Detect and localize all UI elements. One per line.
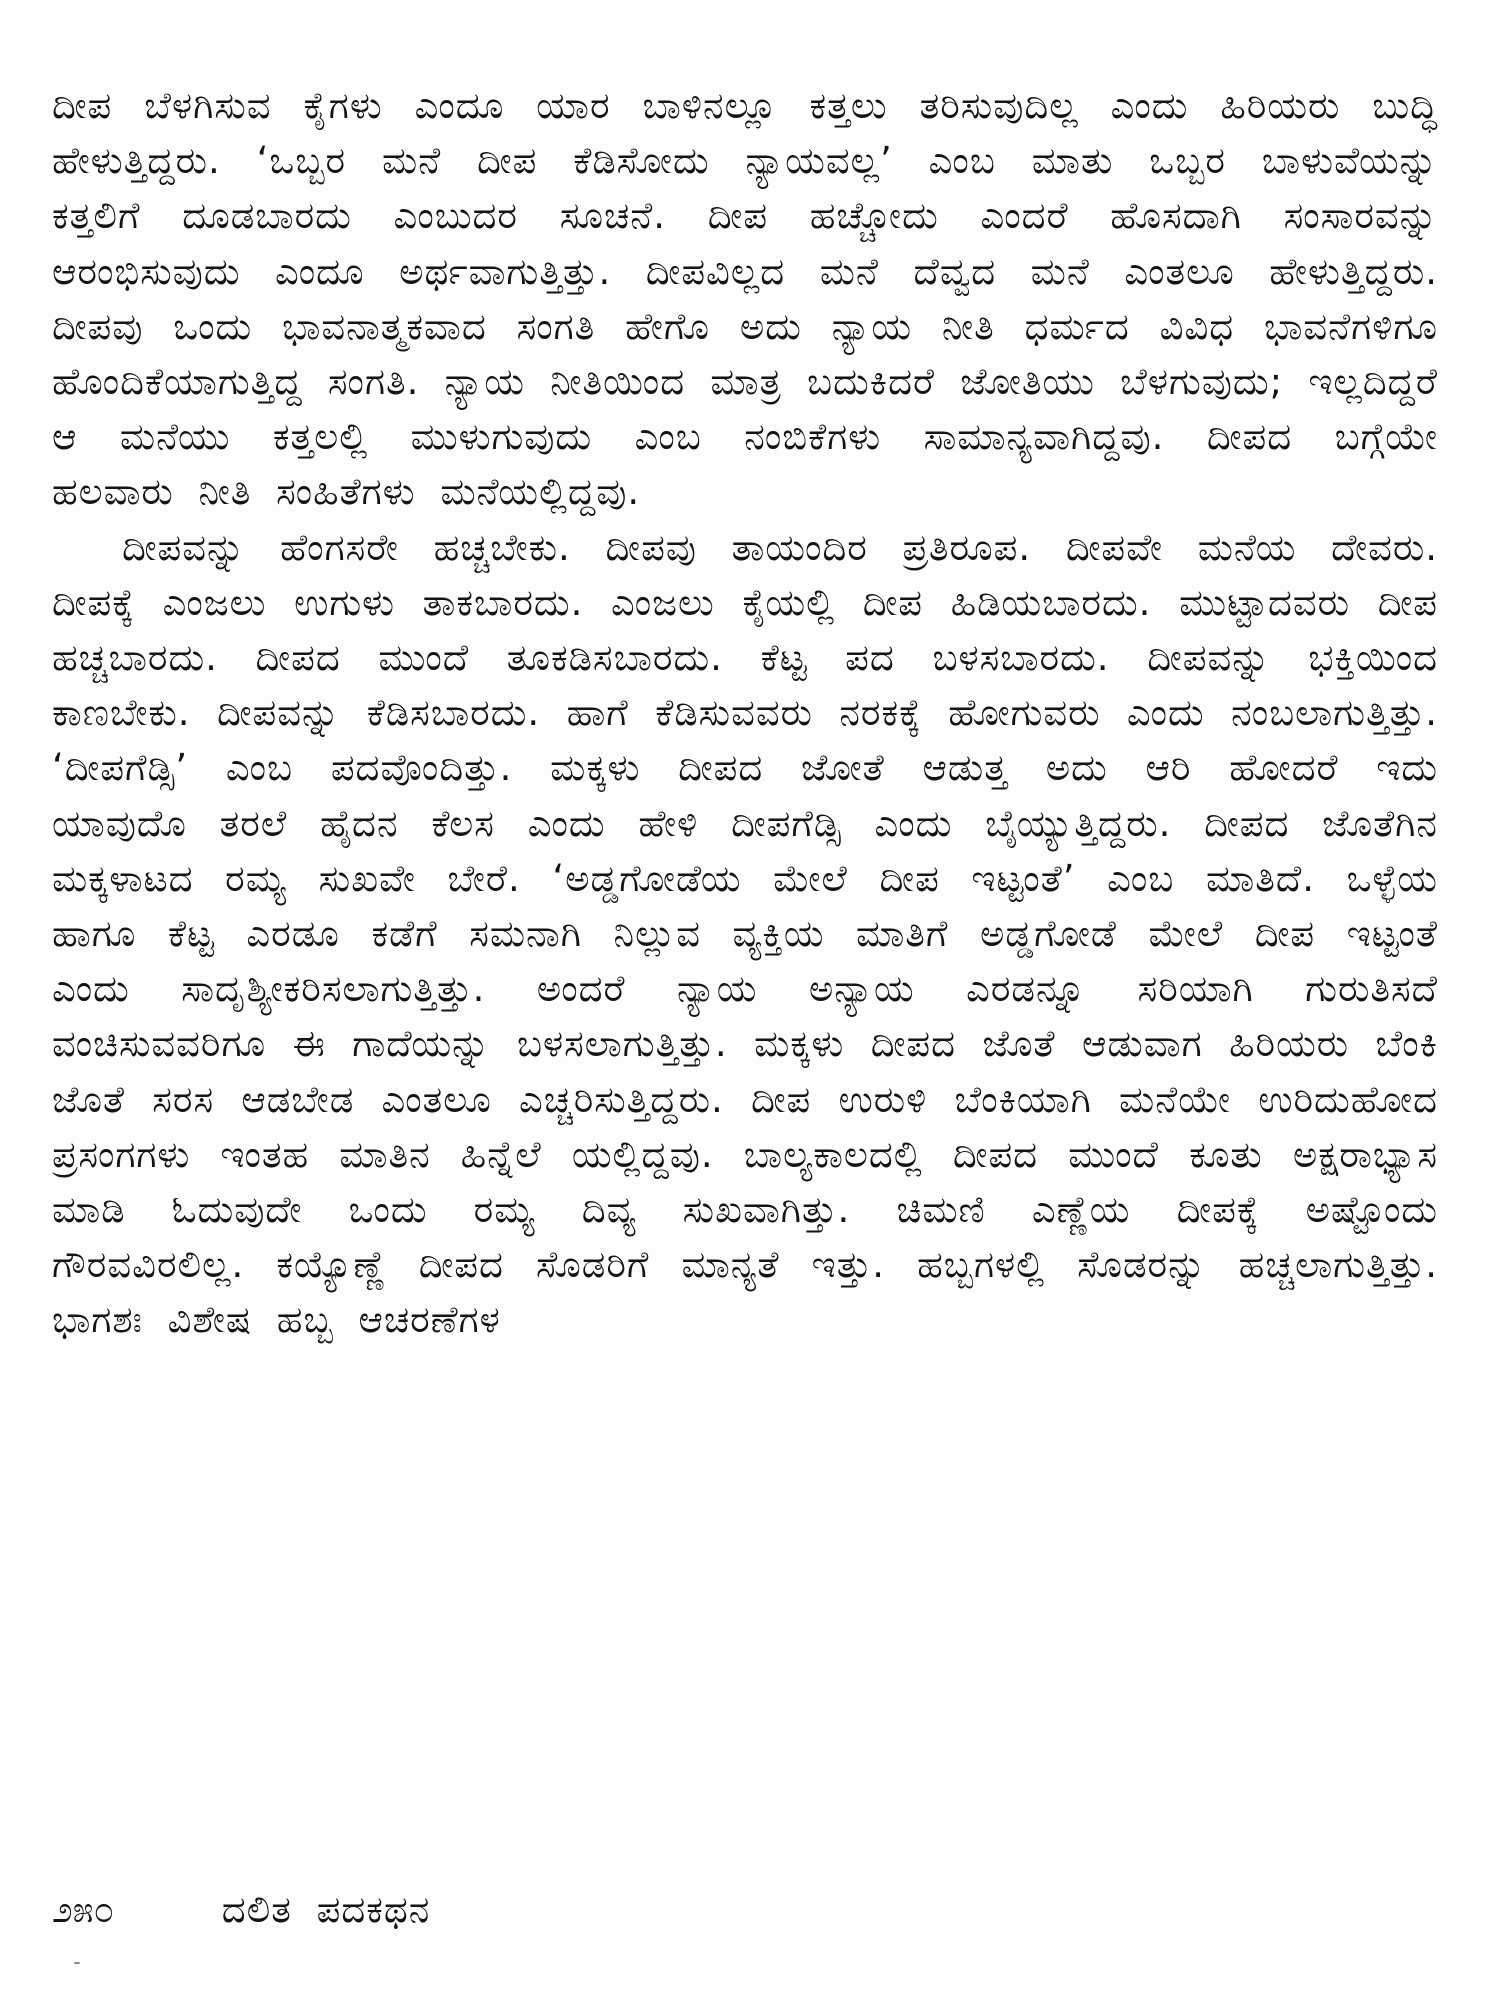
book-title: ದಲಿತ ಪದಕಥನ [221,1888,431,1931]
body-text [52,78,1438,1348]
paragraph: ದೀಪ ಬೆಳಗಿಸುವ ಕೈಗಳು ಎಂದೂ ಯಾರ ಬಾಳಿನಲ್ಲೂ ಕತ್ತಲು ತರಿಸುವುದಿಲ್ಲ ಎಂದು ಹಿರಿಯರು ಬುದ್ಧಿ ಹೇಳುತ್ತಿದ್ದರು. ‘ಒಬ್ಬರ ಮನೆ ದೀಪ ಕೆಡಿಸೋದು ನ್ಯಾಯವಲ್ಲ’ ಎಂಬ ಮಾತು ಒಬ್ಬರ ಬಾಳುವೆಯನ್ನು ಕತ್ತಲಿಗೆ ದೂಡಬಾರದು ಎಂಬುದರ ಸೂಚನೆ. ದೀಪ ಹಚ್ಚೋದು ಎಂದರೆ ಹೊಸದಾಗಿ ಸಂಸಾರವನ್ನು ಆರಂಭಿಸುವುದು ಎಂದೂ ಅರ್ಥವಾಗುತ್ತಿತ್ತು. ದೀಪವಿಲ್ಲದ ಮನೆ ದೆವ್ವದ ಮನೆ ಎಂತಲೂ ಹೇಳುತ್ತಿದ್ದರು. ದೀಪವು ಒಂದು ಭಾವನಾತ್ಮಕವಾದ ಸಂಗತಿ ಹೇಗೊ ಅದು ನ್ಯಾಯ ನೀತಿ ಧರ್ಮದ ವಿವಿಧ ಭಾವನೆಗಳಿಗೂ ಹೊಂದಿಕೆಯಾಗುತ್ತಿದ್ದ ಸಂಗತಿ. ನ್ಯಾಯ ನೀತಿಯಿಂದ ಮಾತ್ರ ಬದುಕಿದರೆ ಜೋತಿಯು ಬೆಳಗುವುದು; ಇಲ್ಲದಿದ್ದರೆ ಆ ಮನೆಯು ಕತ್ತಲಲ್ಲಿ ಮುಳುಗುವುದು ಎಂಬ ನಂಬಿಕೆಗಳು ಸಾಮಾನ್ಯವಾಗಿದ್ದವು. ದೀಪದ ಬಗ್ಗೆಯೇ ಹಲವಾರು ನೀತಿ ಸಂಹಿತೆಗಳು ಮನೆಯಲ್ಲಿದ್ದವು. [52,84,1438,514]
paragraph: ದೀಪವನ್ನು ಹೆಂಗಸರೇ ಹಚ್ಚಬೇಕು. ದೀಪವು ತಾಯಂದಿರ ಪ್ರತಿರೂಪ. ದೀಪವೇ ಮನೆಯ ದೇವರು. ದೀಪಕ್ಕೆ ಎಂಜಲು ಉಗುಳು ತಾಕಬಾರದು. ಎಂಜಲು ಕೈಯಲ್ಲಿ ದೀಪ ಹಿಡಿಯಬಾರದು. ಮುಟ್ಟಾದವರು ದೀಪ ಹಚ್ಚಬಾರದು. ದೀಪದ ಮುಂದೆ ತೂಕಡಿಸಬಾರದು. ಕೆಟ್ಟ ಪದ ಬಳಸಬಾರದು. ದೀಪವನ್ನು ಭಕ್ತಿಯಿಂದ ಕಾಣಬೇಕು. ದೀಪವನ್ನು ಕೆಡಿಸಬಾರದು. ಹಾಗೆ ಕೆಡಿಸುವವರು ನರಕಕ್ಕೆ ಹೋಗುವರು ಎಂದು ನಂಬಲಾಗುತ್ತಿತ್ತು. ‘ದೀಪಗೆಡ್ಸಿ’ ಎಂಬ ಪದವೊಂದಿತ್ತು. ಮಕ್ಕಳು ದೀಪದ ಜೋತೆ ಆಡುತ್ತ ಅದು ಆರಿ ಹೋದರೆ ಇದು ಯಾವುದೊ ತರಲೆ ಹೈದನ ಕೆಲಸ ಎಂದು ಹೇಳಿ ದೀಪಗೆಡ್ಸಿ ಎಂದು ಬೈಯ್ಯುತ್ತಿದ್ದರು. ದೀಪದ ಜೊತೆಗಿನ ಮಕ್ಕಳಾಟದ ರಮ್ಯ ಸುಖವೇ ಬೇರೆ. ‘ಅಡ್ಡಗೋಡೆಯ ಮೇಲೆ ದೀಪ ಇಟ್ಟಂತೆ’ ಎಂಬ ಮಾತಿದೆ. ಒಳ್ಳೆಯ ಹಾಗೂ ಕೆಟ್ಟ ಎರಡೂ ಕಡೆಗೆ ಸಮನಾಗಿ ನಿಲ್ಲುವ ವ್ಯಕ್ತಿಯ ಮಾತಿಗೆ ಅಡ್ಡಗೋಡೆ ಮೇಲೆ ದೀಪ ಇಟ್ಟಂತೆ ಎಂದು ಸಾದೃಶ್ಯೀಕರಿಸಲಾಗುತ್ತಿತ್ತು. ಅಂದರೆ ನ್ಯಾಯ ಅನ್ಯಾಯ ಎರಡನ್ನೂ ಸರಿಯಾಗಿ ಗುರುತಿಸದೆ ವಂಚಿಸುವವರಿಗೂ ಈ ಗಾದೆಯನ್ನು ಬಳಸಲಾಗುತ್ತಿತ್ತು. ಮಕ್ಕಳು ದೀಪದ ಜೊತೆ ಆಡುವಾಗ ಹಿರಿಯರು ಬೆಂಕಿ ಜೊತೆ ಸರಸ ಆಡಬೇಡ ಎಂತಲೂ ಎಚ್ಚರಿಸುತ್ತಿದ್ದರು. ದೀಪ ಉರುಳಿ ಬೆಂಕಿಯಾಗಿ ಮನೆಯೇ ಉರಿದುಹೋದ ಪ್ರಸಂಗಗಳು ಇಂತಹ ಮಾತಿನ ಹಿನ್ನೆಲೆ ಯಲ್ಲಿದ್ದವು. ಬಾಲ್ಯಕಾಲದಲ್ಲಿ ದೀಪದ ಮುಂದೆ ಕೂತು ಅಕ್ಷರಾಭ್ಯಾಸ ಮಾಡಿ ಓದುವುದೇ ಒಂದು ರಮ್ಯ ದಿವ್ಯ ಸುಖವಾಗಿತ್ತು. ಚಿಮಣಿ ಎಣ್ಣೆಯ ದೀಪಕ್ಕೆ ಅಷ್ಟೊಂದು ಗೌರವವಿರಲಿಲ್ಲ. ಕಯ್ಯೊಣ್ಣೆ ದೀಪದ ಸೊಡರಿಗೆ ಮಾನ್ಯತೆ ಇತ್ತು. ಹಬ್ಬಗಳಲ್ಲಿ ಸೊಡರನ್ನು ಹಚ್ಚಲಾಗುತ್ತಿತ್ತು. ಭಾಗಶಃ ವಿಶೇಷ ಹಬ್ಬ ಆಚರಣೆಗಳ [52,525,1439,1342]
page-footer [52,1880,430,1940]
page-number: ೨೫೦ [52,1888,115,1931]
scan-speck [74,1962,80,1964]
